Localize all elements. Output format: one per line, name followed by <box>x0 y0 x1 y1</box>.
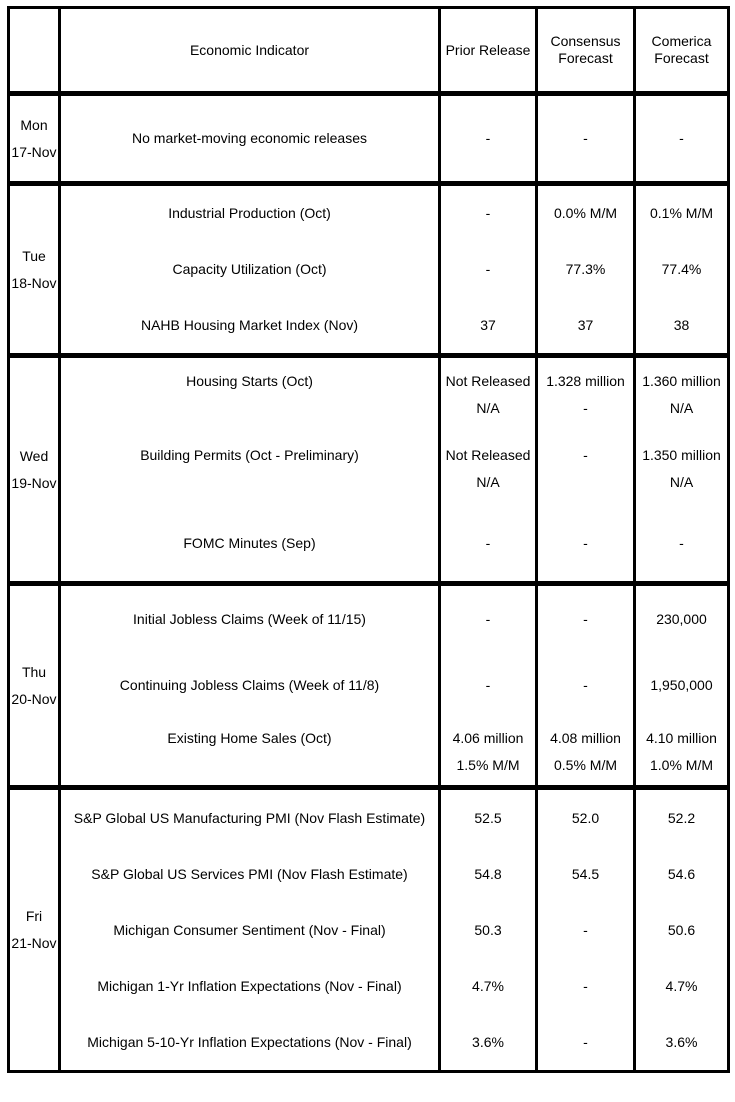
prior-column <box>438 790 535 1070</box>
cell-line: - <box>485 535 491 552</box>
cell-line: - <box>485 676 491 693</box>
comerica-cell <box>636 719 727 785</box>
day-date: 20-Nov <box>11 690 57 707</box>
indicator-cell <box>61 358 438 432</box>
comerica-cell <box>636 652 727 718</box>
cell-line: 0.0% M/M <box>553 205 617 222</box>
cell-line: - <box>583 400 588 417</box>
cell-line: 0.1% M/M <box>649 205 713 222</box>
day-column <box>10 586 58 785</box>
cell-line: 37 <box>480 316 496 333</box>
consensus-cell <box>538 586 633 652</box>
cell-line: 50.3 <box>474 921 502 938</box>
prior-cell <box>441 358 535 432</box>
prior-cell <box>441 652 535 718</box>
comerica-cell <box>636 432 727 506</box>
day-section-tue <box>10 181 727 353</box>
cell-line: FOMC Minutes (Sep) <box>183 535 316 552</box>
comerica-cell <box>636 846 727 902</box>
consensus-cell <box>538 358 633 432</box>
consensus-cell <box>538 790 633 846</box>
day-cell <box>10 96 58 181</box>
cell-line: Michigan 5-10-Yr Inflation Expectations (Nov - Final) <box>87 1033 412 1050</box>
comerica-column <box>633 186 727 353</box>
day-name: Wed <box>19 447 49 464</box>
cell-line: - <box>583 977 588 994</box>
comerica-cell <box>636 1014 727 1070</box>
cell-line: - <box>583 610 588 627</box>
cell-line: 54.6 <box>667 865 696 882</box>
comerica-cell <box>636 242 727 298</box>
consensus-column <box>535 186 633 353</box>
day-name: Fri <box>25 908 43 924</box>
table-header-row <box>10 9 727 91</box>
header-economic-indicator-label: Economic Indicator <box>189 41 310 58</box>
header-comerica-forecast <box>633 9 727 91</box>
cell-line: Capacity Utilization (Oct) <box>172 261 327 277</box>
day-cell <box>10 186 58 353</box>
cell-line: 4.7% <box>665 977 698 994</box>
cell-line: 1.360 million <box>642 373 721 390</box>
prior-cell <box>441 297 535 353</box>
indicator-cell <box>61 790 438 846</box>
consensus-cell <box>538 186 633 242</box>
indicator-cell <box>61 297 438 353</box>
prior-column <box>438 186 535 353</box>
day-section-wed <box>10 353 727 581</box>
consensus-column <box>535 96 633 181</box>
cell-line: 54.5 <box>571 865 600 882</box>
cell-line: Housing Starts (Oct) <box>186 373 313 390</box>
day-date: 19-Nov <box>11 474 57 491</box>
cell-line: - <box>679 535 684 552</box>
cell-line: N/A <box>476 400 500 417</box>
indicator-cell <box>61 1014 438 1070</box>
consensus-cell <box>538 902 633 958</box>
prior-column <box>438 96 535 181</box>
cell-line: S&P Global US Manufacturing PMI (Nov Flash Estimate) <box>73 809 426 826</box>
cell-line: - <box>485 610 491 627</box>
prior-cell <box>441 507 535 581</box>
cell-line: N/A <box>669 400 694 417</box>
cell-line: - <box>485 205 491 222</box>
cell-line: 52.2 <box>667 809 696 826</box>
indicator-column <box>58 790 438 1070</box>
cell-line: 4.06 million <box>452 729 524 746</box>
indicator-cell <box>61 719 438 785</box>
cell-line: - <box>583 535 588 552</box>
indicator-column <box>58 96 438 181</box>
indicator-cell <box>61 958 438 1014</box>
header-prior-release-label: Prior Release <box>445 41 531 58</box>
cell-line: 37 <box>577 316 594 333</box>
cell-line: Continuing Jobless Claims (Week of 11/8) <box>119 676 380 693</box>
consensus-cell <box>538 507 633 581</box>
prior-cell <box>441 96 535 181</box>
consensus-cell <box>538 719 633 785</box>
comerica-cell <box>636 586 727 652</box>
indicator-column <box>58 358 438 581</box>
cell-line: Michigan Consumer Sentiment (Nov - Final) <box>113 921 386 938</box>
cell-line: 52.5 <box>474 809 502 826</box>
consensus-cell <box>538 846 633 902</box>
indicator-column <box>58 186 438 353</box>
indicator-cell <box>61 96 438 181</box>
cell-line: Industrial Production (Oct) <box>168 205 331 222</box>
prior-cell <box>441 790 535 846</box>
indicator-cell <box>61 186 438 242</box>
cell-line: Initial Jobless Claims (Week of 11/15) <box>133 610 366 627</box>
cell-line: Not Released <box>445 447 531 464</box>
cell-line: N/A <box>669 474 694 491</box>
consensus-cell <box>538 297 633 353</box>
prior-column <box>438 586 535 785</box>
day-section-mon <box>10 91 727 181</box>
consensus-cell <box>538 96 633 181</box>
prior-cell <box>441 958 535 1014</box>
consensus-cell <box>538 1014 633 1070</box>
day-column <box>10 186 58 353</box>
day-column <box>10 96 58 181</box>
consensus-cell <box>538 958 633 1014</box>
cell-line: 1.328 million <box>546 373 625 390</box>
cell-line: 1.0% M/M <box>649 756 713 773</box>
cell-line: 1,950,000 <box>650 676 713 693</box>
cell-line: 4.08 million <box>550 729 621 746</box>
comerica-cell <box>636 790 727 846</box>
consensus-column <box>535 586 633 785</box>
indicator-cell <box>61 586 438 652</box>
cell-line: 50.6 <box>667 921 696 938</box>
indicator-cell <box>61 432 438 506</box>
header-prior-release <box>438 9 535 91</box>
cell-line: 1.350 million <box>642 447 721 464</box>
indicator-cell <box>61 507 438 581</box>
header-day-label <box>10 9 58 91</box>
consensus-cell <box>538 652 633 718</box>
day-name: Mon <box>20 116 48 133</box>
comerica-column <box>633 586 727 785</box>
day-date: 17-Nov <box>11 143 57 160</box>
indicator-cell <box>61 902 438 958</box>
prior-cell <box>441 242 535 298</box>
day-name: Thu <box>21 663 47 680</box>
prior-cell <box>441 1014 535 1070</box>
prior-column <box>438 358 535 581</box>
header-consensus-forecast-label: Consensus Forecast <box>550 33 621 66</box>
cell-line: 54.8 <box>474 865 502 882</box>
cell-line: N/A <box>476 474 500 491</box>
cell-line: NAHB Housing Market Index (Nov) <box>140 316 359 333</box>
cell-line: 3.6% <box>472 1033 504 1050</box>
comerica-column <box>633 96 727 181</box>
cell-line: Michigan 1-Yr Inflation Expectations (Nov - Final) <box>97 977 402 994</box>
cell-line: 1.5% M/M <box>456 756 520 773</box>
comerica-cell <box>636 958 727 1014</box>
cell-line: S&P Global US Services PMI (Nov Flash Estimate) <box>91 865 408 882</box>
header-economic-indicator <box>58 9 438 91</box>
day-column <box>10 790 58 1070</box>
comerica-cell <box>636 297 727 353</box>
cell-line: 77.3% <box>565 261 606 277</box>
cell-line: 77.4% <box>661 261 702 277</box>
cell-line: 4.7% <box>472 977 504 994</box>
comerica-cell <box>636 96 727 181</box>
comerica-cell <box>636 358 727 432</box>
cell-line: - <box>583 130 588 146</box>
prior-cell <box>441 719 535 785</box>
day-date: 18-Nov <box>11 274 57 291</box>
cell-line: 0.5% M/M <box>553 756 617 773</box>
cell-line: No market-moving economic releases <box>132 130 367 146</box>
day-section-thu <box>10 581 727 785</box>
cell-line: - <box>583 921 588 938</box>
day-cell <box>10 358 58 581</box>
indicator-cell <box>61 846 438 902</box>
cell-line: - <box>485 261 491 277</box>
prior-cell <box>441 432 535 506</box>
day-cell <box>10 790 58 1070</box>
indicator-cell <box>61 652 438 718</box>
comerica-column <box>633 358 727 581</box>
day-column <box>10 358 58 581</box>
consensus-cell <box>538 432 633 506</box>
cell-line: 3.6% <box>665 1033 698 1050</box>
cell-line: 38 <box>673 316 690 333</box>
economic-calendar-table <box>7 6 730 1073</box>
comerica-cell <box>636 186 727 242</box>
cell-line: - <box>583 447 588 464</box>
cell-line: 4.10 million <box>646 729 717 746</box>
cell-line: - <box>485 130 491 146</box>
prior-cell <box>441 902 535 958</box>
day-date: 21-Nov <box>11 935 57 951</box>
day-section-fri <box>10 785 727 1070</box>
indicator-cell <box>61 242 438 298</box>
cell-line: - <box>583 1033 588 1050</box>
consensus-column <box>535 790 633 1070</box>
consensus-column <box>535 358 633 581</box>
cell-line: Not Released <box>445 373 531 390</box>
consensus-cell <box>538 242 633 298</box>
indicator-column <box>58 586 438 785</box>
day-name: Tue <box>22 247 46 264</box>
comerica-cell <box>636 507 727 581</box>
prior-cell <box>441 846 535 902</box>
cell-line: 52.0 <box>571 809 600 826</box>
prior-cell <box>441 186 535 242</box>
comerica-column <box>633 790 727 1070</box>
header-comerica-forecast-label: Comerica Forecast <box>651 33 712 66</box>
cell-line: 230,000 <box>656 610 707 627</box>
day-cell <box>10 586 58 785</box>
header-consensus-forecast <box>535 9 633 91</box>
cell-line: - <box>583 676 588 693</box>
comerica-cell <box>636 902 727 958</box>
cell-line: Existing Home Sales (Oct) <box>167 729 332 746</box>
prior-cell <box>441 586 535 652</box>
cell-line: - <box>679 130 684 146</box>
cell-line: Building Permits (Oct - Preliminary) <box>140 447 359 464</box>
header-day-cell <box>10 9 58 91</box>
